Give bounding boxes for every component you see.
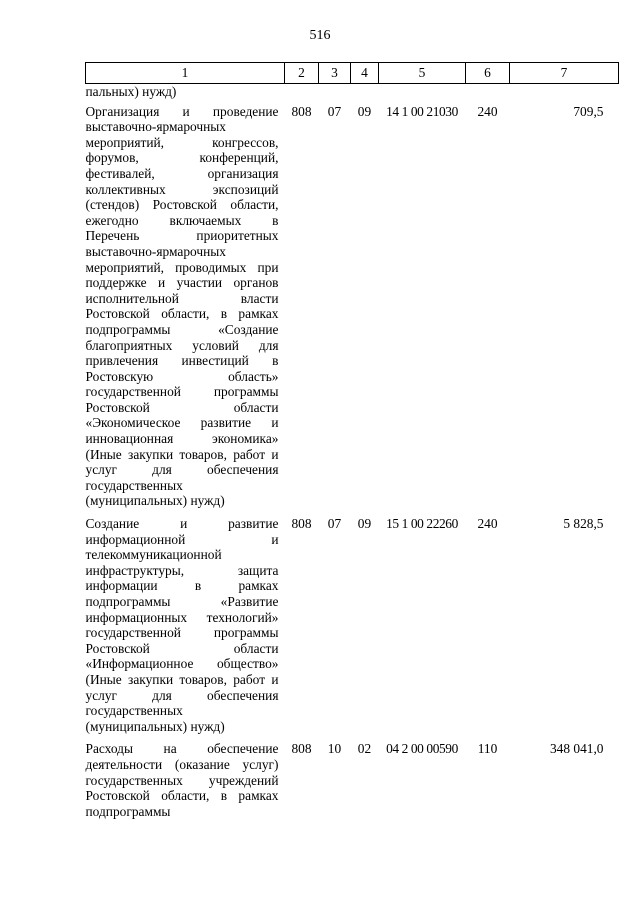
cell-section: 07 <box>327 516 342 532</box>
cell-expense-type: 110 <box>477 741 498 757</box>
cell-expense-type: 240 <box>477 516 498 532</box>
column-header: 1 <box>86 63 285 84</box>
column-header: 3 <box>319 63 351 84</box>
column-header: 5 <box>379 63 466 84</box>
table-row <box>86 100 619 509</box>
page-number: 516 <box>309 28 331 43</box>
cell-expense-type: 240 <box>477 103 498 119</box>
row-description: пальных) нужд) <box>85 84 177 99</box>
cell-section: 07 <box>327 103 342 119</box>
cell-target-article: 04 2 00 00590 <box>386 741 458 757</box>
row-description: Организация и проведение выставочно-ярмарочных мероприятий, конгрессов, форумов, конференций, фестивалей, организация коллективных экспозиций (стендов) Ростовской области, ежегодно включаемых в Перечень приоритетных выставочно-ярмарочных мероприятий, проводимых при поддержке и участии органов исполнительной власти Ростовской области, в рамках подпрограммы «Создание благоприятных условий для привлечения инвестиций в Ростовскую область» государственной программы Ростовской области «Экономическое развитие и инновационная экономика» (Иные закупки товаров, работ и услуг для обеспечения государственных (муниципальных) нужд) <box>85 103 279 509</box>
column-header: 4 <box>351 63 379 84</box>
cell-target-article: 14 1 00 21030 <box>386 103 458 119</box>
cell-amount: 348 041,0 <box>549 741 604 757</box>
cell-target-article: 15 1 00 22260 <box>386 516 458 532</box>
cell-subsection: 09 <box>357 103 372 119</box>
column-header: 7 <box>510 63 619 84</box>
cell-ministry-code: 808 <box>291 741 312 757</box>
column-header: 2 <box>285 63 319 84</box>
table-header-row <box>86 63 619 84</box>
table-row-continuation <box>86 84 619 100</box>
table-row <box>86 734 619 819</box>
cell-subsection: 09 <box>357 516 372 532</box>
cell-ministry-code: 808 <box>291 103 312 119</box>
cell-amount: 5 828,5 <box>563 516 604 532</box>
table-row <box>86 509 619 734</box>
cell-section: 10 <box>327 741 342 757</box>
row-description: Создание и развитие информационной и телекоммуникационной инфраструктуры, защита информации в рамках подпрограммы «Развитие информационных технологий» государственной программы Ростовской области «Информационное общество» (Иные закупки товаров, работ и услуг для обеспечения государственных (муниципальных) нужд) <box>85 516 279 734</box>
cell-amount: 709,5 <box>573 103 604 119</box>
cell-subsection: 02 <box>357 741 372 757</box>
row-description: Расходы на обеспечение деятельности (оказание услуг) государственных учреждений Ростовской области, в рамках подпрограммы <box>85 741 279 819</box>
column-header: 6 <box>466 63 510 84</box>
budget-table <box>85 62 619 819</box>
cell-ministry-code: 808 <box>291 516 312 532</box>
